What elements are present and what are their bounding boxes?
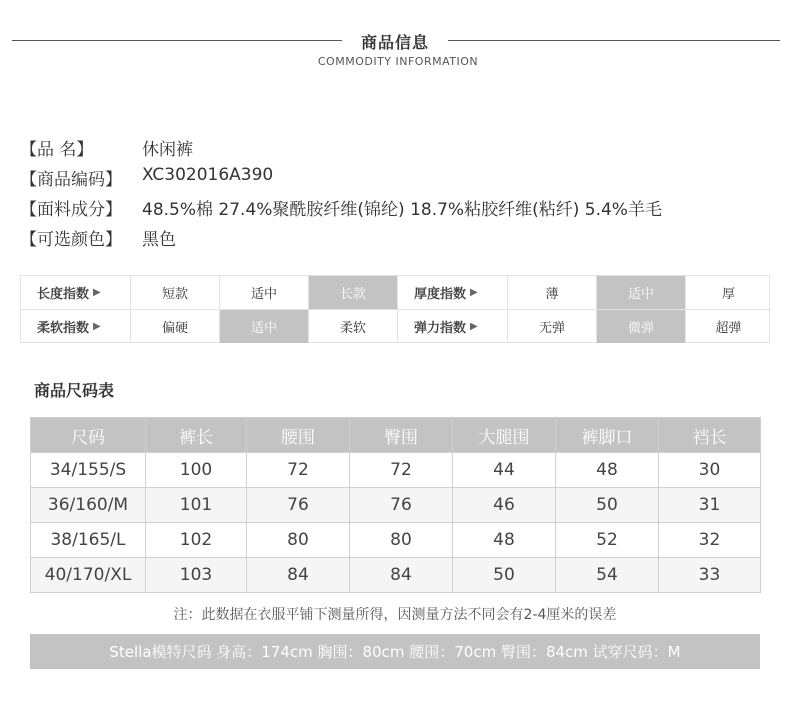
table-cell: 52: [556, 523, 659, 558]
triangle-right-icon: ▶: [93, 287, 101, 298]
table-cell: 76: [350, 488, 453, 523]
attr-heading-softness: 柔软指数 ▶: [21, 310, 131, 343]
column-header: 尺码: [31, 418, 146, 453]
attr-option: 厚: [686, 276, 771, 310]
attr-option: 长款: [309, 276, 398, 310]
table-row: [31, 488, 761, 523]
column-header: 腰围: [247, 418, 350, 453]
attr-option: 偏硬: [131, 310, 220, 343]
size-chart-title: 商品尺码表: [34, 381, 115, 400]
table-cell: 34/155/S: [31, 453, 146, 488]
attr-option: 适中: [220, 310, 309, 343]
info-label: 【可选颜色】: [20, 230, 122, 250]
section-title: 商品信息: [360, 33, 429, 52]
table-cell: 84: [350, 558, 453, 593]
attr-heading-length: 长度指数 ▶: [21, 276, 131, 310]
measurement-note: 注：此数据在衣服平铺下测量所得，因测量方法不同会有2-4厘米的误差: [173, 607, 617, 623]
triangle-right-icon: ▶: [93, 321, 101, 332]
info-value: 48.5%棉 27.4%聚酰胺纤维(锦纶) 18.7%粘胶纤维(粘纤) 5.4%羊毛: [142, 200, 662, 220]
attr-option: 超弹: [715, 321, 742, 336]
attr-option: 柔软: [309, 310, 398, 343]
attr-option: 微弹: [597, 310, 686, 343]
table-cell: 100: [146, 453, 247, 488]
table-cell: 101: [146, 488, 247, 523]
table-row: [31, 558, 761, 593]
table-cell: 76: [247, 488, 350, 523]
triangle-right-icon: ▶: [470, 321, 478, 332]
attr-heading-elasticity: 弹力指数 ▶: [398, 310, 508, 343]
info-value: XC302016A390: [142, 165, 274, 185]
table-cell: 36/160/M: [31, 488, 146, 523]
info-value: 黑色: [142, 230, 176, 250]
section-subtitle: COMMODITY INFORMATION: [317, 55, 479, 68]
table-row: [31, 523, 761, 558]
table-cell: 44: [453, 453, 556, 488]
info-label: 【商品编码】: [20, 170, 122, 190]
column-header: 臀围: [350, 418, 453, 453]
table-row: [31, 453, 761, 488]
table-header-row: [31, 418, 761, 453]
table-cell: 31: [659, 488, 761, 523]
column-header: 裤脚口: [556, 418, 659, 453]
size-chart-table: [30, 417, 761, 593]
table-cell: 72: [350, 453, 453, 488]
attr-option: 短款: [131, 276, 220, 310]
table-cell: 84: [247, 558, 350, 593]
triangle-right-icon: ▶: [470, 287, 478, 298]
table-cell: 48: [556, 453, 659, 488]
table-cell: 38/165/L: [31, 523, 146, 558]
column-header: 裆长: [659, 418, 761, 453]
attribute-grid: [20, 275, 770, 343]
attr-option: 适中: [597, 276, 686, 310]
table-cell: 50: [453, 558, 556, 593]
header-divider-left: [12, 40, 342, 41]
table-cell: 54: [556, 558, 659, 593]
column-header: 裤长: [146, 418, 247, 453]
info-value: 休闲裤: [142, 140, 193, 160]
header-divider-right: [448, 40, 780, 41]
attr-option: 适中: [220, 276, 309, 310]
attr-option: 薄: [508, 276, 597, 310]
attr-heading-thickness: 厚度指数 ▶: [398, 276, 508, 310]
table-cell: 80: [350, 523, 453, 558]
table-cell: 40/170/XL: [31, 558, 146, 593]
table-cell: 72: [247, 453, 350, 488]
attr-option: 无弹: [508, 310, 597, 343]
model-size-info: Stella模特尺码 身高：174cm 胸围：80cm 腰围：70cm 臀围：84cm 试穿尺码：M: [30, 634, 760, 669]
table-cell: 50: [556, 488, 659, 523]
info-label: 【品 名】: [20, 140, 94, 160]
table-cell: 48: [453, 523, 556, 558]
table-cell: 33: [659, 558, 761, 593]
table-cell: 102: [146, 523, 247, 558]
table-cell: 46: [453, 488, 556, 523]
table-cell: 32: [659, 523, 761, 558]
info-label: 【面料成分】: [20, 200, 122, 220]
table-cell: 80: [247, 523, 350, 558]
table-cell: 30: [659, 453, 761, 488]
table-cell: 103: [146, 558, 247, 593]
column-header: 大腿围: [453, 418, 556, 453]
